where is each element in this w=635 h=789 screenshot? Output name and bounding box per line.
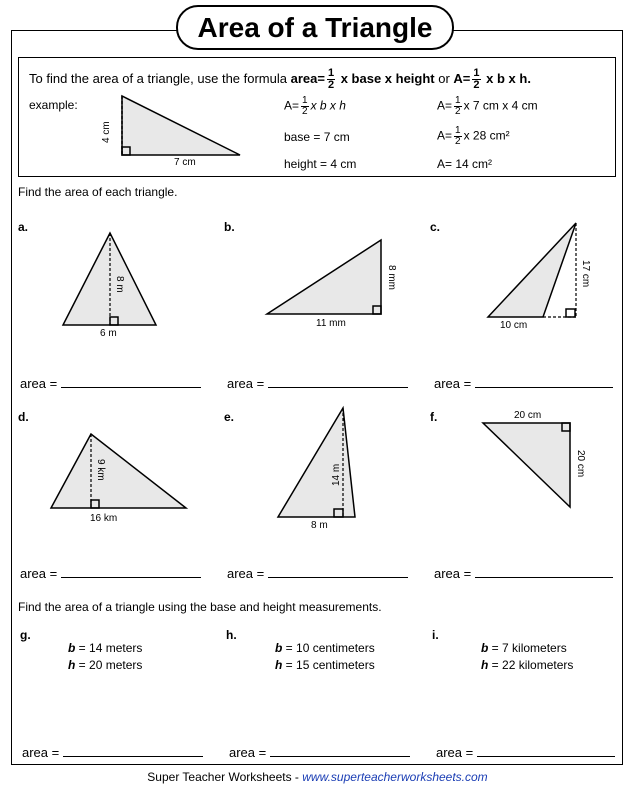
area-answer-a xyxy=(20,376,201,391)
answer-line[interactable] xyxy=(268,576,408,578)
problem-f-letter: f. xyxy=(430,410,438,424)
area-label: area = xyxy=(20,566,58,581)
a-eq: A= xyxy=(437,128,453,143)
h-value: = 15 centimeters xyxy=(282,658,375,672)
g-height xyxy=(68,658,142,672)
page-title: Area of a Triangle xyxy=(176,5,454,50)
b-value: = 7 kilometers xyxy=(488,641,567,655)
b-height-label: 8 mm xyxy=(386,265,397,290)
a-eq: A= xyxy=(437,98,453,113)
area-answer-i xyxy=(436,745,615,760)
answer-line[interactable] xyxy=(477,755,615,757)
area-label: area = xyxy=(434,566,472,581)
area-label: area = xyxy=(20,376,58,391)
i-height xyxy=(481,658,573,672)
area-answer-g xyxy=(22,745,203,760)
b-value: = 10 centimeters xyxy=(282,641,375,655)
a-base-label: 6 m xyxy=(100,328,117,339)
footer-link[interactable]: www.superteacherworksheets.com xyxy=(302,770,488,784)
fraction-num: 1 xyxy=(473,67,480,79)
answer-line[interactable] xyxy=(268,386,408,388)
calc2-rest: x 28 cm² xyxy=(463,128,510,143)
formula2-lhs: A= xyxy=(453,70,471,86)
problem-c-letter: c. xyxy=(430,220,441,234)
fraction-num: 1 xyxy=(455,95,461,106)
h-base xyxy=(275,641,375,655)
area-answer-h xyxy=(229,745,410,760)
area-answer-e xyxy=(227,566,408,581)
formula1-lhs: area= xyxy=(290,70,325,86)
b-var: b xyxy=(481,641,489,655)
b-value: = 14 meters xyxy=(75,641,143,655)
problem-b-letter: b. xyxy=(224,220,235,234)
area-answer-c xyxy=(434,376,613,391)
e-height-label: 14 m xyxy=(331,463,342,486)
triangle-a xyxy=(63,233,156,325)
problem-g-letter: g. xyxy=(20,628,31,642)
example-height-label: 4 cm xyxy=(101,121,112,143)
g-base xyxy=(68,641,142,655)
triangle-f xyxy=(483,423,570,507)
triangle-e xyxy=(278,408,355,517)
h-height xyxy=(275,658,375,672)
triangle-b xyxy=(267,240,381,314)
a-eq: A= xyxy=(284,98,300,113)
section2-instruction: Find the area of a triangle using the base and height measurements. xyxy=(18,600,382,614)
step1-rest: x b x h xyxy=(310,98,346,113)
fraction-den: 2 xyxy=(302,106,308,117)
fraction-den: 2 xyxy=(455,106,461,117)
triangle-c xyxy=(488,223,576,317)
b-var: b xyxy=(68,641,76,655)
example-base-label: 7 cm xyxy=(174,157,196,168)
fraction-num: 1 xyxy=(327,67,335,79)
fraction-den: 2 xyxy=(327,79,335,91)
b-base-label: 11 mm xyxy=(316,318,346,329)
c-base-label: 10 cm xyxy=(500,320,528,331)
a-height-label: 8 m xyxy=(114,276,125,293)
formula1-rhs: x base x height xyxy=(340,70,435,86)
h-var: h xyxy=(481,658,489,672)
answer-line[interactable] xyxy=(61,386,201,388)
footer xyxy=(0,770,635,784)
example-base: base = 7 cm xyxy=(284,130,350,144)
area-answer-d xyxy=(20,566,201,581)
intro-text: To find the area of a triangle, use the formula xyxy=(29,70,291,86)
f-base-label: 20 cm xyxy=(514,410,542,421)
area-label: area = xyxy=(22,745,60,760)
c-height-label: 17 cm xyxy=(580,260,591,288)
area-label: area = xyxy=(229,745,267,760)
area-label: area = xyxy=(227,376,265,391)
d-base-label: 16 km xyxy=(90,513,118,524)
f-height-label: 20 cm xyxy=(575,450,586,478)
h-value: = 22 kilometers xyxy=(488,658,574,672)
problem-d-letter: d. xyxy=(18,410,29,424)
h-var: h xyxy=(68,658,76,672)
section1-instruction: Find the area of each triangle. xyxy=(18,185,178,199)
fraction-num: 1 xyxy=(455,125,461,136)
example-height: height = 4 cm xyxy=(284,157,357,171)
answer-line[interactable] xyxy=(475,386,613,388)
area-label: area = xyxy=(434,376,472,391)
fraction-den: 2 xyxy=(473,79,480,91)
problem-a-letter: a. xyxy=(18,220,29,234)
triangle-d xyxy=(51,434,186,508)
area-answer-b xyxy=(227,376,408,391)
area-label: area = xyxy=(436,745,474,760)
calc1-rest: x 7 cm x 4 cm xyxy=(463,98,538,113)
problem-i-letter: i. xyxy=(432,628,439,642)
fraction-num: 1 xyxy=(302,95,308,106)
b-var: b xyxy=(275,641,283,655)
area-answer-f xyxy=(434,566,613,581)
problem-e-letter: e. xyxy=(224,410,235,424)
or-text: or xyxy=(434,70,454,86)
h-var: h xyxy=(275,658,283,672)
area-label: area = xyxy=(227,566,265,581)
problem-h-letter: h. xyxy=(226,628,237,642)
footer-brand: Super Teacher Worksheets - xyxy=(147,770,303,784)
fraction-den: 2 xyxy=(455,136,461,147)
answer-line[interactable] xyxy=(61,576,201,578)
answer-line[interactable] xyxy=(63,755,203,757)
i-base xyxy=(481,641,567,655)
answer-line[interactable] xyxy=(475,576,613,578)
h-value: = 20 meters xyxy=(75,658,143,672)
e-base-label: 8 m xyxy=(311,520,328,531)
example-label: example: xyxy=(29,98,78,112)
formula2-rhs: x b x h. xyxy=(486,70,531,86)
d-height-label: 9 km xyxy=(95,459,106,481)
answer-line[interactable] xyxy=(270,755,410,757)
example-result: A= 14 cm² xyxy=(437,157,493,171)
